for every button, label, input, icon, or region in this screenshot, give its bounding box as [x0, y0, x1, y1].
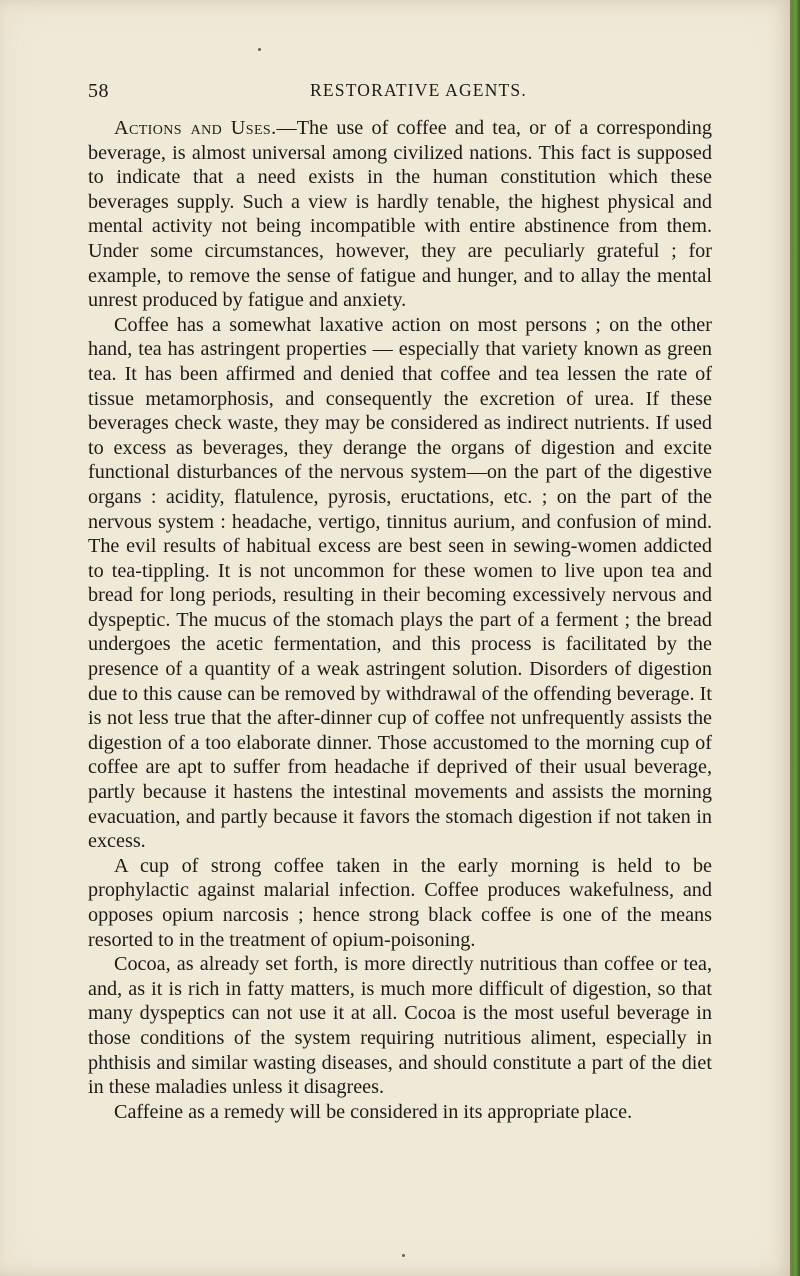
paragraph-text: Caffeine as a remedy will be considered in its appropriate place.: [114, 1100, 633, 1123]
paragraph: [88, 116, 712, 313]
paragraph-text: Coffee has a somewhat laxative action on most persons ; on the other hand, tea has astringent properties — especially that variety known as green tea. It has been affirmed and denied that coffee and tea lessen the rate of tissue metamorphosis, and consequently the excretion of urea. If these beverages check waste, they may be considered as indirect nutrients. If used to excess as beverages, they derange the organs of digestion and excite functional disturbances of the nervous system—on the part of the digestive organs : acidity, flatulence, pyrosis, eructations, etc. ; on the part of the nervous system : headache, vertigo, tinnitus aurium, and confusion of mind. The evil results of habitual excess are best seen in sewing-women addicted to tea-tippling. It is not uncommon for these women to live upon tea and bread for long periods, resulting in their becoming excessively nervous and dyspeptic. The mucus of the stomach plays the part of a ferment ; the bread undergoes the acetic fermentation, and this process is facilitated by the presence of a quantity of a weak astringent solution. Disorders of digestion due to this cause can be removed by withdrawal of the offending beverage. It is not less true that the after-dinner cup of coffee not unfrequently assists the digestion of a too elaborate dinner. Those accustomed to the morning cup of coffee are apt to suffer from headache if deprived of their usual beverage, partly because it hastens the intestinal movements and assists the morning evacuation, and partly because it favors the stomach digestion if not taken in excess.: [88, 313, 712, 853]
paragraph: [88, 854, 712, 952]
page-header: [0, 80, 790, 104]
paragraph-text: Cocoa, as already set forth, is more directly nutritious than coffee or tea, and, as it is rich in fatty matters, is much more difficult of digestion, so that many dyspeptics can not use it at all. Cocoa is the most useful beverage in those conditions of the system requiring nutritious aliment, especially in phthisis and similar wasting diseases, and should constitute a part of the diet in these maladies unless it disagrees.: [88, 953, 712, 1099]
page-edge: [790, 0, 800, 1276]
paragraph: [88, 313, 712, 854]
body-text: [88, 116, 712, 1124]
paragraph: [88, 952, 712, 1100]
running-head: RESTORATIVE AGENTS.: [310, 80, 527, 100]
paper-speck: [402, 1254, 405, 1257]
paper-speck: [258, 48, 261, 51]
paragraph-text: —The use of coffee and tea, or of a corresponding beverage, is almost universal among civilized nations. This fact is supposed to indicate that a need exists in the human constitution which these beverages supply. Such a view is hardly tenable, the highest physical and mental activity not being incompatible with entire abstinence from them. Under some circumstances, however, they are peculiarly grateful ; for example, to remove the sense of fatigue and hunger, and to allay the mental unrest produced by fatigue and anxiety.: [88, 117, 712, 312]
section-lead: Actions and Uses.: [114, 117, 277, 139]
page-number: 58: [88, 80, 109, 102]
paragraph-text: A cup of strong coffee taken in the early morning is held to be prophylactic against malarial infection. Coffee produces wakefulness, and opposes opium narcosis ; hence strong black coffee is one of the means resorted to in the treatment of opium-poisoning.: [88, 854, 712, 951]
paragraph: [88, 1100, 712, 1125]
